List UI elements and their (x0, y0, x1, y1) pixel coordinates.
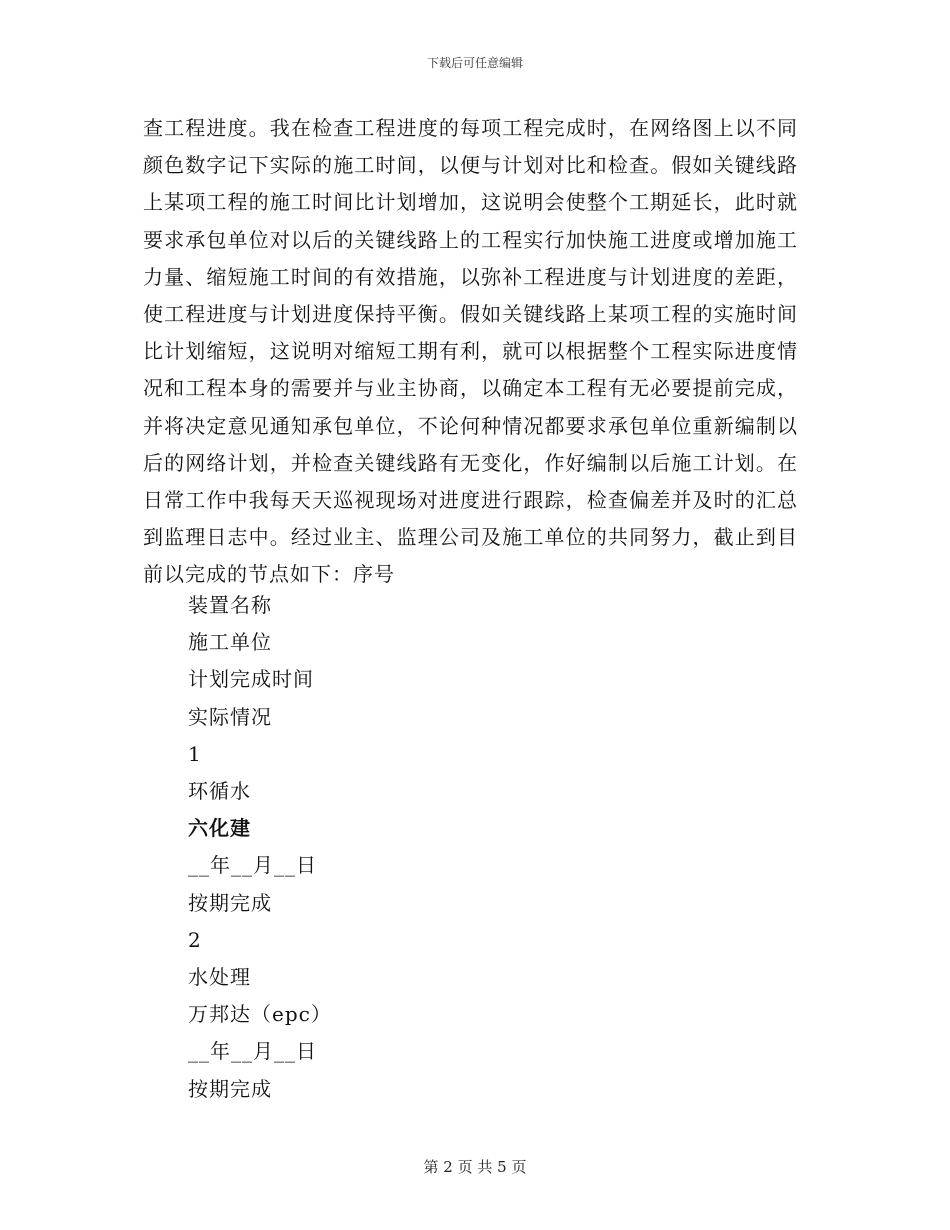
list-item: 施工单位 (188, 630, 272, 655)
list-item: 1 (188, 741, 202, 766)
node-list (188, 587, 788, 1108)
list-item: 按期完成 (188, 1076, 272, 1101)
list-item: __年__月__日 (188, 853, 317, 878)
page-footer: 第 2 页 共 5 页 (423, 1158, 527, 1176)
document-body (143, 110, 798, 594)
list-item: 按期完成 (188, 890, 272, 915)
page-header: 下载后可任意编辑 (426, 56, 523, 70)
list-item: 计划完成时间 (188, 667, 314, 692)
list-item: 环循水 (188, 779, 251, 804)
list-item: 水处理 (188, 965, 251, 990)
list-item: 装置名称 (188, 593, 272, 617)
body-paragraph: 查工程进度。我在检查工程进度的每项工程完成时，在网络图上以不同颜色数字记下实际的施工时间，以便与计划对比和检查。假如关键线路上某项工程的施工时间比计划增加，这说明会使整个工期延长，此时就要求承包单位对以后的关键线路上的工程实行加快施工进度或增加施工力量、缩短施工时间的有效措施，以弥补工程进度与计划进度的差距，使工程进度与计划进度保持平衡。假如关键线路上某项工程的实施时间比计划缩短，这说明对缩短工期有利，就可以根据整个工程实际进度情况和工程本身的需要并与业主协商，以确定本工程有无必要提前完成，并将决定意见通知承包单位，不论何种情况都要求承包单位重新编制以后的网络计划，并检查关键线路有无变化，作好编制以后施工计划。在日常工作中我每天天巡视现场对进度进行跟踪，检查偏差并及时的汇总到监理日志中。经过业主、监理公司及施工单位的共同努力，截止到目前以完成的节点如下：序号 (143, 116, 798, 587)
list-item: 六化建 (188, 816, 251, 841)
list-item: 2 (188, 927, 202, 952)
list-item: __年__月__日 (188, 1039, 317, 1064)
list-item: 万邦达（epc） (188, 1002, 332, 1027)
list-item: 实际情况 (188, 704, 272, 729)
